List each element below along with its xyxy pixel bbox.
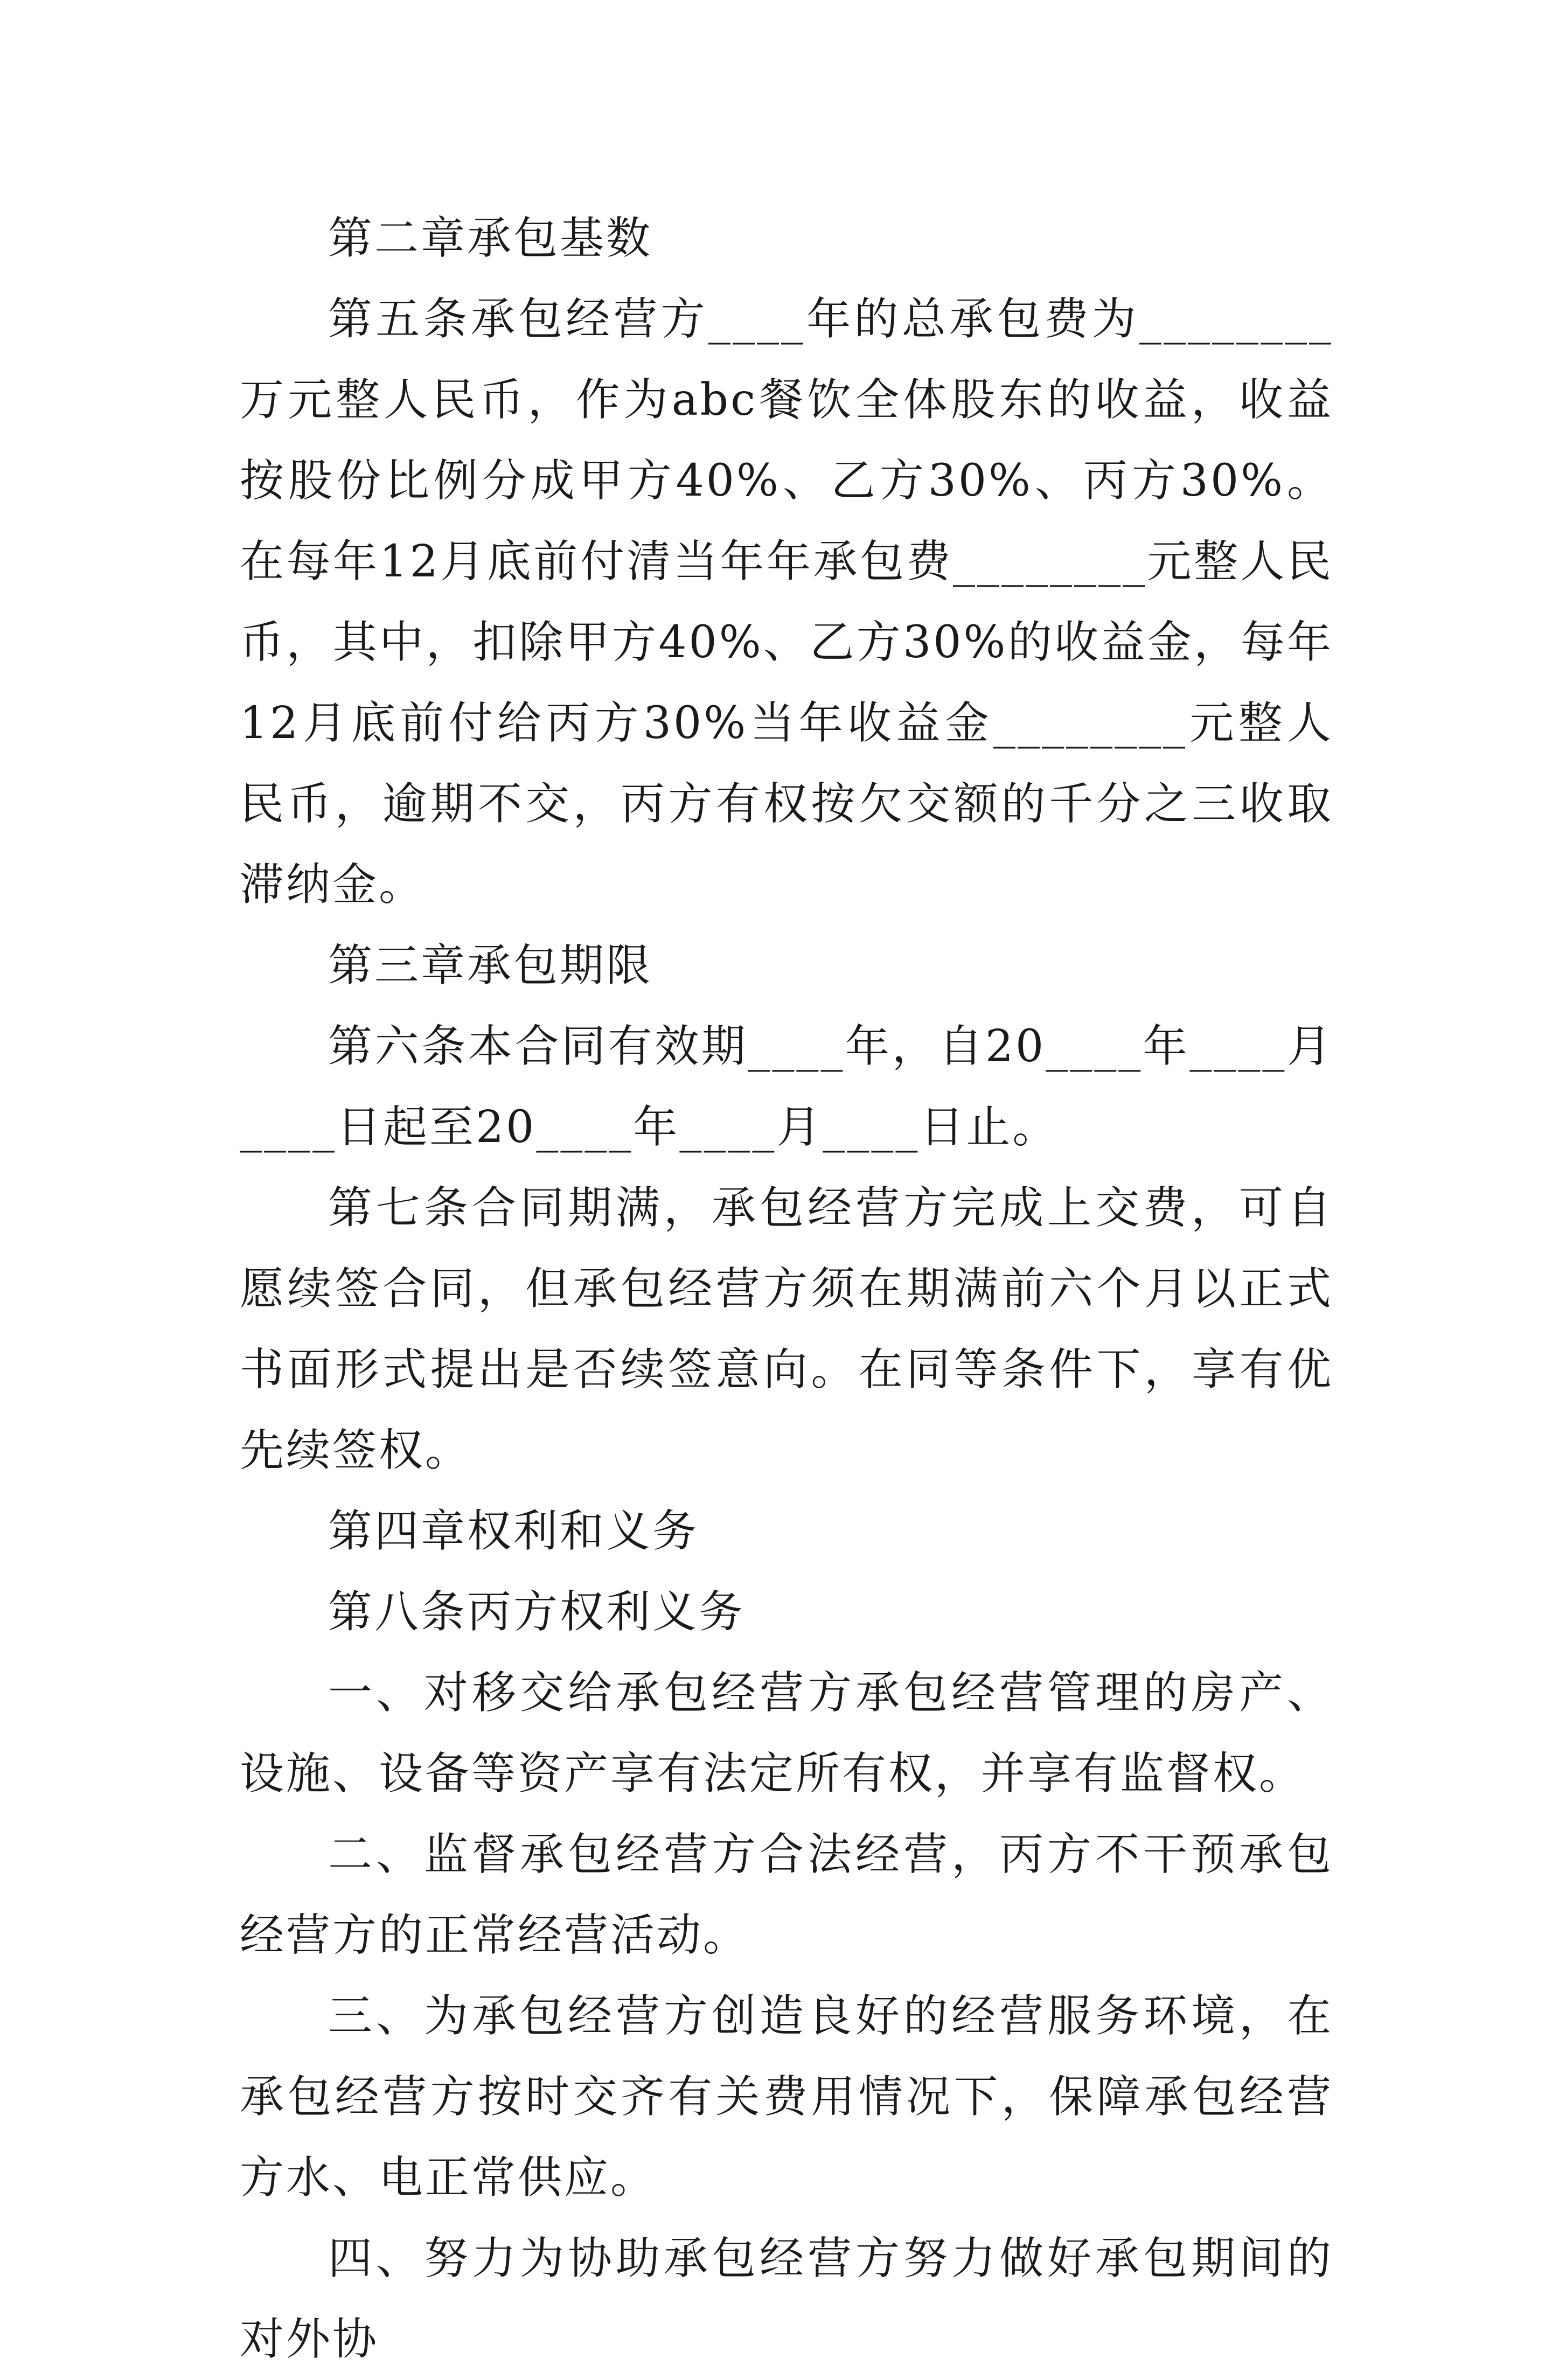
article-7-paragraph: 第七条合同期满，承包经营方完成上交费，可自愿续签合同，但承包经营方须在期满前六个月以正式书面形式提出是否续签意向。在同等条件下，享有优先续签权。 — [240, 1182, 1333, 1476]
clause-4-paragraph: 四、努力为协助承包经营方努力做好承包期间的对外协 — [240, 2233, 1333, 2365]
chapter-3-heading: 第三章承包期限 — [328, 940, 653, 991]
clause-2-paragraph: 二、监督承包经营方合法经营，丙方不干预承包经营方的正常经营活动。 — [240, 1829, 1333, 1961]
document-body — [240, 198, 1333, 2380]
article-8-heading: 第八条丙方权利义务 — [328, 1586, 746, 1638]
article-5-paragraph: 第五条承包经营方____年的总承包费为________万元整人民币，作为abc餐饮全体股东的收益，收益按股份比例分成甲方40%、乙方30%、丙方30%。在每年12月底前付清当年年承包费________元整人民币，其中，扣除甲方40%、乙方30%的收益金，每年12月底前付给丙方30%当年收益金________元整人民币，逾期不交，丙方有权按欠交额的千分之三收取滞纳金。 — [240, 294, 1333, 910]
chapter-2-heading: 第二章承包基数 — [328, 213, 653, 264]
clause-3-paragraph: 三、为承包经营方创造良好的经营服务环境，在承包经营方按时交齐有关费用情况下，保障承包经营方水、电正常供应。 — [240, 1991, 1333, 2203]
chapter-4-heading: 第四章权利和义务 — [328, 1506, 699, 1557]
clause-1-paragraph: 一、对移交给承包经营方承包经营管理的房产、设施、设备等资产享有法定所有权，并享有监督权。 — [240, 1667, 1333, 1799]
article-6-paragraph: 第六条本合同有效期____年，自20____年____月____日起至20____年____月____日止。 — [240, 1021, 1333, 1153]
